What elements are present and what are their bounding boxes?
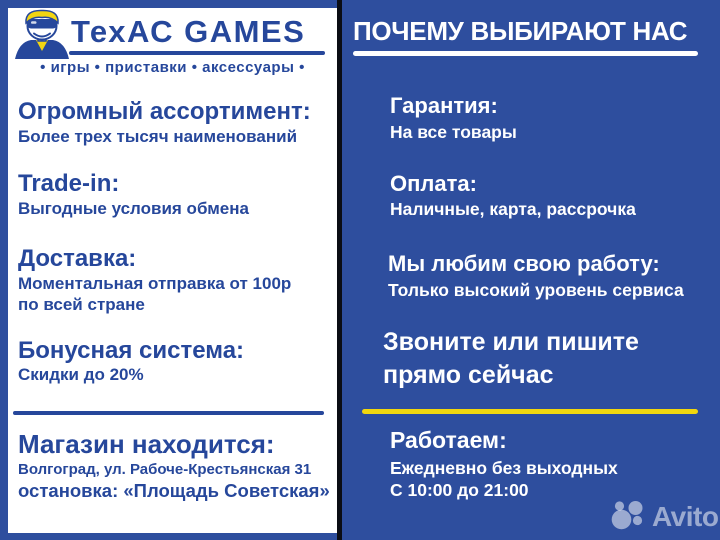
brand-tagline: • игры • приставки • аксессуары • (40, 59, 305, 76)
section-delivery-line2: по всей стране (18, 295, 145, 314)
section-delivery-heading: Доставка: (18, 245, 137, 272)
section-delivery-text (18, 273, 291, 315)
cta-line1: Звоните или пишите (383, 328, 639, 356)
section-assortment-text: Более трех тысяч наименований (18, 127, 298, 146)
location-stop: остановка: «Площадь Советская» (18, 480, 330, 501)
right-panel-title: ПОЧЕМУ ВЫБИРАЮТ НАС (353, 16, 688, 46)
avito-watermark (610, 498, 718, 536)
section-bonus-heading: Бонусная система: (18, 337, 245, 364)
location-address: Волгоград, ул. Рабоче-Крестьянская 31 (18, 461, 312, 478)
schedule-heading: Работаем: (390, 427, 507, 453)
avito-logo-icon (610, 498, 648, 536)
location-heading: Магазин находится: (18, 429, 275, 459)
left-panel (8, 8, 337, 533)
mascot-vr-boy-icon (13, 9, 71, 64)
section-service-heading: Мы любим свою работу: (388, 251, 660, 276)
location-divider (13, 411, 324, 415)
section-tradein-text: Выгодные условия обмена (18, 199, 249, 218)
brand-title: ТехАС GAMES (71, 14, 306, 49)
section-tradein-heading: Trade-in: (18, 170, 120, 197)
schedule-text (390, 458, 618, 501)
section-service-text: Только высокий уровень сервиса (388, 280, 684, 300)
center-divider (337, 0, 342, 540)
avito-wordmark: Avito (652, 501, 719, 532)
cta-line2: прямо сейчас (383, 361, 554, 389)
cta-text (383, 326, 639, 392)
right-title-underline (353, 51, 698, 56)
section-bonus-text: Скидки до 20% (18, 365, 144, 384)
section-assortment-heading: Огромный ассортимент: (18, 98, 311, 125)
schedule-line2: С 10:00 до 21:00 (390, 479, 529, 500)
section-payment-heading: Оплата: (390, 171, 477, 196)
brand-underline (69, 51, 325, 55)
section-warranty-heading: Гарантия: (390, 93, 498, 118)
section-payment-text: Наличные, карта, рассрочка (390, 199, 636, 219)
schedule-divider (362, 409, 698, 414)
section-delivery-line1: Моментальная отправка от 100р (18, 274, 292, 293)
section-warranty-text: На все товары (390, 122, 517, 142)
schedule-line1: Ежедневно без выходных (390, 458, 618, 478)
